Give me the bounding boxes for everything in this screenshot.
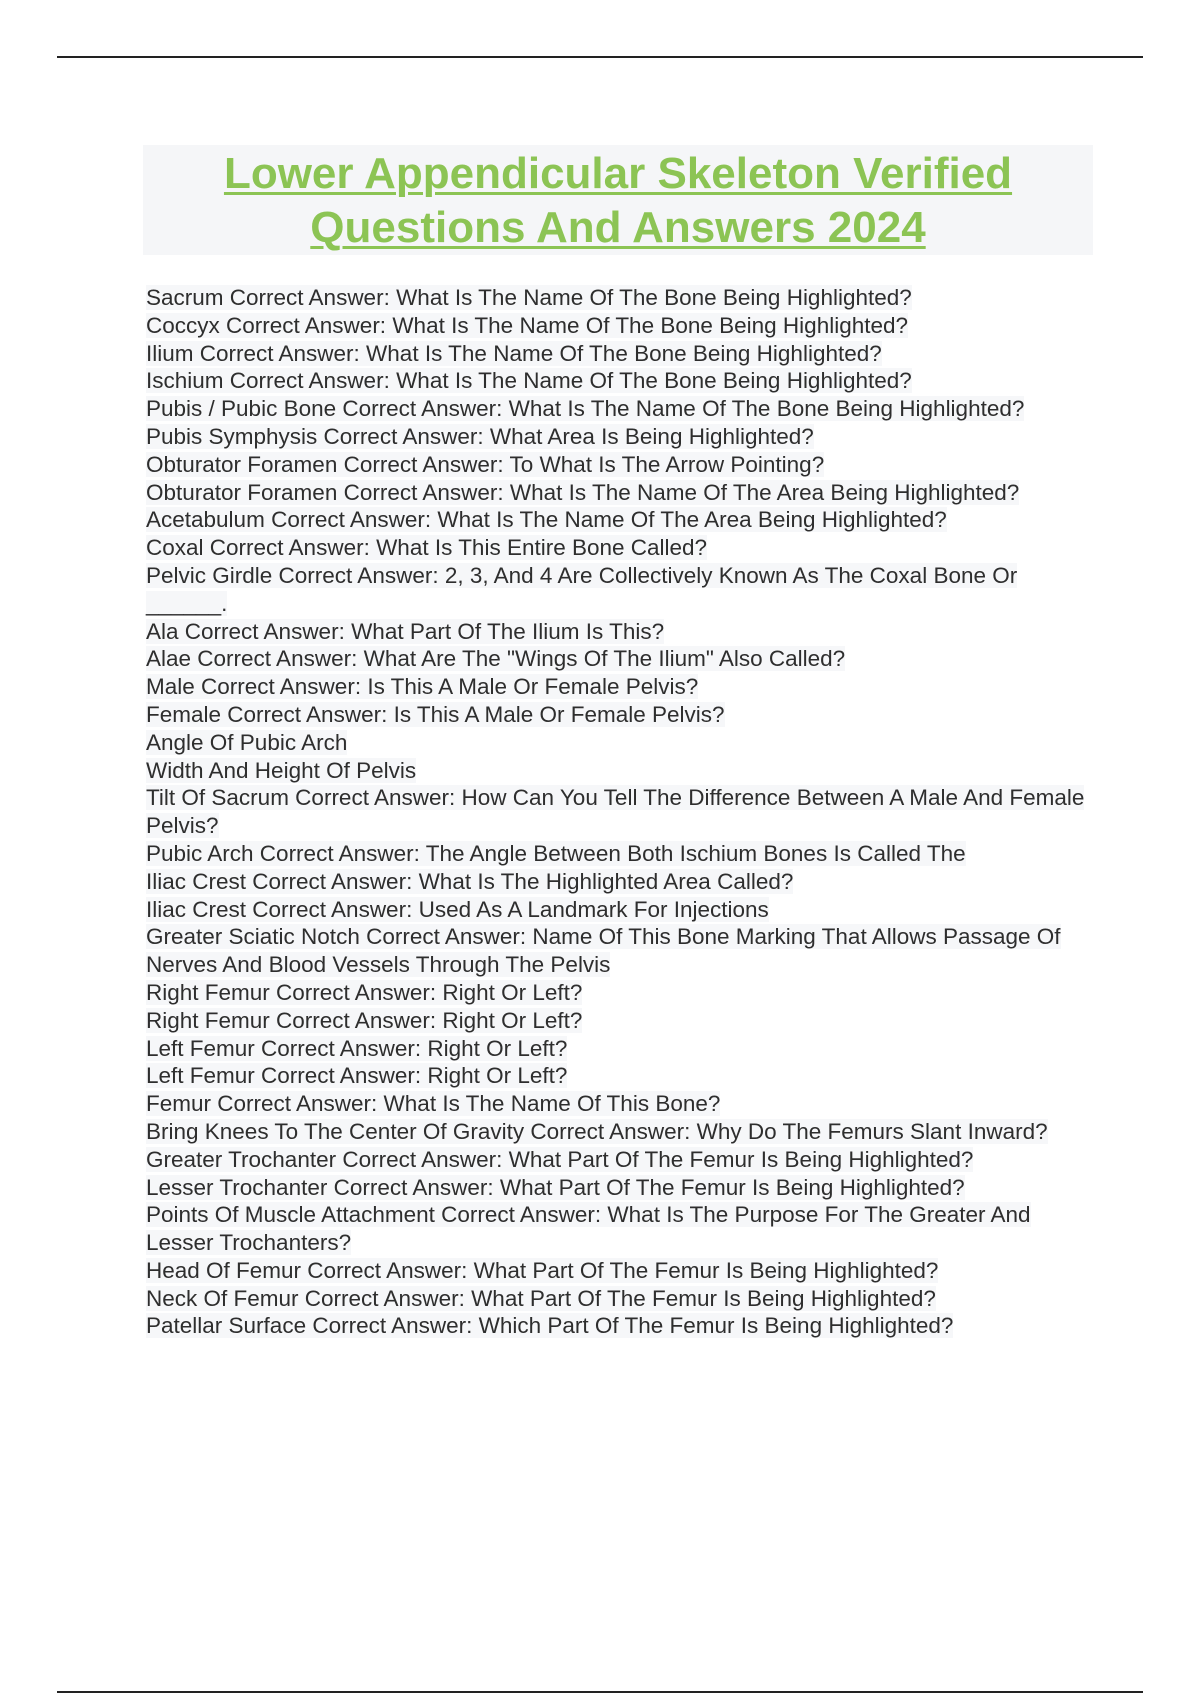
qa-item-text: Tilt Of Sacrum Correct Answer: How Can You Tell The Difference Between A Male And Female Pelvis? bbox=[146, 785, 1085, 839]
bottom-rule bbox=[57, 1691, 1143, 1693]
qa-item bbox=[146, 1062, 1096, 1090]
qa-item-text: Obturator Foramen Correct Answer: What Is The Name Of The Area Being Highlighted? bbox=[146, 479, 1020, 505]
top-rule bbox=[57, 56, 1143, 58]
qa-item-text: Pubis Symphysis Correct Answer: What Area Is Being Highlighted? bbox=[146, 423, 814, 449]
qa-item bbox=[146, 673, 1096, 701]
qa-item-text: Lesser Trochanter Correct Answer: What Part Of The Femur Is Being Highlighted? bbox=[146, 1174, 965, 1200]
qa-item-text: Alae Correct Answer: What Are The "Wings Of The Ilium" Also Called? bbox=[146, 646, 846, 672]
qa-item bbox=[146, 1174, 1096, 1202]
title-line-2: Questions And Answers 2024 bbox=[310, 203, 926, 252]
qa-item bbox=[146, 367, 1096, 395]
qa-item-text: Right Femur Correct Answer: Right Or Left? bbox=[146, 1007, 583, 1033]
qa-item bbox=[146, 618, 1096, 646]
qa-item-text: Left Femur Correct Answer: Right Or Left? bbox=[146, 1035, 568, 1061]
qa-item-text: Iliac Crest Correct Answer: What Is The Highlighted Area Called? bbox=[146, 868, 794, 894]
qa-item bbox=[146, 1257, 1096, 1285]
qa-item bbox=[146, 1090, 1096, 1118]
qa-item-text: Greater Trochanter Correct Answer: What Part Of The Femur Is Being Highlighted? bbox=[146, 1146, 974, 1172]
title-line-1: Lower Appendicular Skeleton Verified bbox=[223, 149, 1013, 198]
qa-item bbox=[146, 645, 1096, 673]
qa-item bbox=[146, 451, 1096, 479]
qa-item bbox=[146, 479, 1096, 507]
qa-item-text: Points Of Muscle Attachment Correct Answer: What Is The Purpose For The Greater And Lesser Trochanters? bbox=[146, 1202, 1031, 1256]
qa-item-text: Angle Of Pubic Arch bbox=[146, 729, 348, 755]
qa-item-text: Pubic Arch Correct Answer: The Angle Between Both Ischium Bones Is Called The bbox=[146, 840, 966, 866]
qa-item bbox=[146, 506, 1096, 534]
qa-item bbox=[146, 1201, 1096, 1257]
qa-item-text: Neck Of Femur Correct Answer: What Part Of The Femur Is Being Highlighted? bbox=[146, 1285, 936, 1311]
qa-item bbox=[146, 729, 1096, 757]
document-title bbox=[143, 145, 1093, 255]
qa-item-text: Ala Correct Answer: What Part Of The Ilium Is This? bbox=[146, 618, 665, 644]
qa-item-text: Femur Correct Answer: What Is The Name Of This Bone? bbox=[146, 1091, 721, 1117]
qa-item bbox=[146, 923, 1096, 979]
qa-item-text: Male Correct Answer: Is This A Male Or Female Pelvis? bbox=[146, 674, 699, 700]
qa-item-text: Patellar Surface Correct Answer: Which Part Of The Femur Is Being Highlighted? bbox=[146, 1313, 954, 1339]
qa-item-text: Left Femur Correct Answer: Right Or Left? bbox=[146, 1063, 568, 1089]
qa-item bbox=[146, 562, 1096, 618]
qa-item bbox=[146, 840, 1096, 868]
qa-item bbox=[146, 1118, 1096, 1146]
qa-item-text: Sacrum Correct Answer: What Is The Name Of The Bone Being Highlighted? bbox=[146, 285, 912, 310]
qa-item bbox=[146, 1035, 1096, 1063]
qa-item bbox=[146, 284, 1096, 312]
qa-item-text: Bring Knees To The Center Of Gravity Correct Answer: Why Do The Femurs Slant Inward? bbox=[146, 1118, 1048, 1144]
qa-item-text: Pelvic Girdle Correct Answer: 2, 3, And 4 Are Collectively Known As The Coxal Bone Or ______. bbox=[146, 562, 1018, 616]
qa-item-text: Right Femur Correct Answer: Right Or Left? bbox=[146, 979, 583, 1005]
qa-item bbox=[146, 1146, 1096, 1174]
qa-item bbox=[146, 1312, 1096, 1340]
qa-item-text: Iliac Crest Correct Answer: Used As A Landmark For Injections bbox=[146, 896, 769, 922]
qa-item-text: Acetabulum Correct Answer: What Is The Name Of The Area Being Highlighted? bbox=[146, 507, 947, 533]
qa-item bbox=[146, 1285, 1096, 1313]
qa-item bbox=[146, 1007, 1096, 1035]
qa-item bbox=[146, 340, 1096, 368]
qa-item-text: Ischium Correct Answer: What Is The Name Of The Bone Being Highlighted? bbox=[146, 368, 912, 394]
qa-item-text: Coccyx Correct Answer: What Is The Name Of The Bone Being Highlighted? bbox=[146, 312, 909, 338]
qa-item-text: Head Of Femur Correct Answer: What Part Of The Femur Is Being Highlighted? bbox=[146, 1257, 939, 1283]
qa-item bbox=[146, 784, 1096, 840]
qa-list bbox=[146, 284, 1096, 1340]
qa-item-text: Coxal Correct Answer: What Is This Entire Bone Called? bbox=[146, 535, 708, 561]
qa-item bbox=[146, 757, 1096, 785]
qa-item-text: Pubis / Pubic Bone Correct Answer: What Is The Name Of The Bone Being Highlighted? bbox=[146, 396, 1025, 422]
qa-item bbox=[146, 534, 1096, 562]
qa-item-text: Ilium Correct Answer: What Is The Name Of The Bone Being Highlighted? bbox=[146, 340, 882, 366]
qa-item bbox=[146, 701, 1096, 729]
qa-item-text: Obturator Foramen Correct Answer: To What Is The Arrow Pointing? bbox=[146, 451, 825, 477]
qa-item bbox=[146, 979, 1096, 1007]
qa-item-text: Greater Sciatic Notch Correct Answer: Name Of This Bone Marking That Allows Passage Of Nerves And Blood Vessels Through The Pelvis bbox=[146, 924, 1061, 978]
qa-item-text: Width And Height Of Pelvis bbox=[146, 757, 417, 783]
qa-item bbox=[146, 896, 1096, 924]
qa-item bbox=[146, 395, 1096, 423]
qa-item bbox=[146, 312, 1096, 340]
qa-item bbox=[146, 868, 1096, 896]
qa-item-text: Female Correct Answer: Is This A Male Or Female Pelvis? bbox=[146, 701, 725, 727]
qa-item bbox=[146, 423, 1096, 451]
